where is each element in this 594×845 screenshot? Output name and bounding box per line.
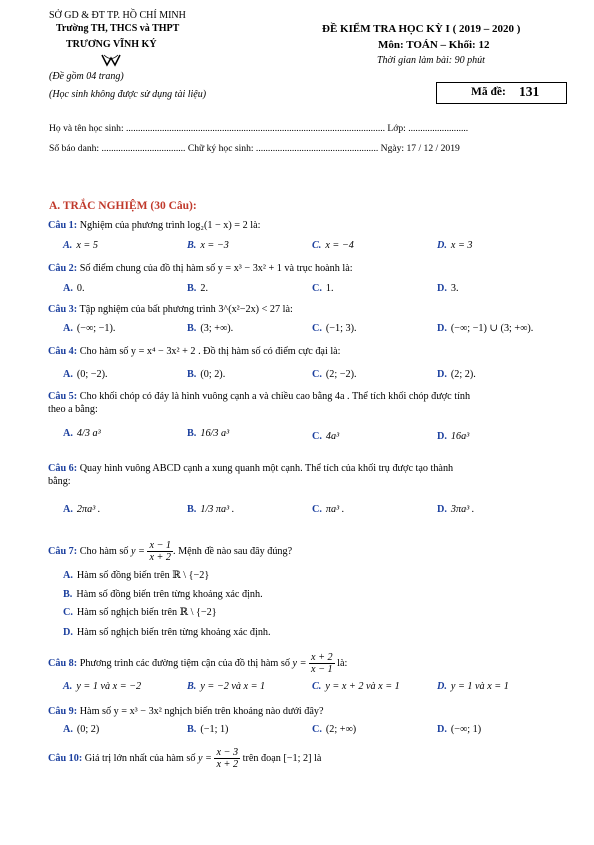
fraction: $\frac{x + 2}{x - 1}$ (311, 652, 333, 675)
option-d: D. 16a³ (437, 431, 470, 442)
option-letter: B. (187, 369, 197, 380)
option-b: B. (−1; 1) (187, 724, 229, 735)
option-letter: D. (63, 627, 73, 638)
option-letter: C. (312, 323, 322, 334)
department: SỞ GD & ĐT TP. HỒ CHÍ MINH (49, 10, 186, 21)
option-letter: C. (312, 504, 322, 515)
student-id-line: Số báo danh: ................................... Chữ ký học sinh: ................................................... Ngày: 17 / 12 / 2019 (49, 143, 460, 154)
option-b: B. 2. (187, 283, 208, 294)
option-letter: B. (187, 240, 197, 251)
school-logo-icon (100, 53, 122, 67)
option-d: D. y = 1 và x = 1 (437, 681, 509, 692)
exam-code-box (436, 82, 567, 104)
option-letter: A. (63, 504, 73, 515)
rule-note: (Học sinh không được sử dụng tài liệu) (49, 89, 207, 100)
option-letter: C. (312, 369, 322, 380)
option-letter: D. (437, 369, 447, 380)
question-9: Câu 9: Hàm số y = x³ − 3x² nghịch biến trên khoảng nào dưới đây? (48, 706, 324, 717)
option-b: B. 1/3 πa³ . (187, 504, 235, 515)
fraction: $\frac{x - 3}{x + 2}$ (216, 747, 239, 770)
option-b: B. y = −2 và x = 1 (187, 681, 266, 692)
question-5: Câu 5: Cho khối chóp có đáy là hình vuông cạnh a và chiều cao bằng 4a . Thể tích khối chóp được tính theo a bằng: (48, 391, 471, 415)
question-8: Câu 8: Phương trình các đường tiệm cận của đồ thị hàm số y = $\frac{x + 2}{x - 1}$ là: (48, 652, 348, 675)
option-letter: A. (63, 570, 73, 581)
option-letter: D. (437, 283, 447, 294)
option-letter: D. (437, 323, 447, 334)
option-d: D. (−∞; 1) (437, 724, 482, 735)
school-name: Trường TH, THCS và THPT (56, 23, 180, 34)
option-c: C. (2; +∞) (312, 724, 357, 735)
question-3: Câu 3: Tập nghiệm của bất phương trình 3^(x²−2x) < 27 là: (48, 304, 293, 315)
option-c: C. y = x + 2 và x = 1 (312, 681, 400, 692)
option-letter: A. (63, 323, 73, 334)
option-c: C. (2; −2). (312, 369, 357, 380)
option-c: C. 4a³ (312, 431, 340, 442)
option-letter: D. (437, 724, 447, 735)
option-letter: C. (63, 607, 73, 618)
option-letter: C. (312, 431, 322, 442)
option-c: C. (−1; 3). (312, 323, 357, 334)
option-a: A. x = 5 (63, 240, 98, 251)
option-d: D. Hàm số nghịch biến trên từng khoảng xác định. (63, 627, 271, 638)
school-name-2: TRƯƠNG VĨNH KÝ (66, 39, 157, 50)
option-a: A. 0. (63, 283, 85, 294)
option-letter: A. (63, 369, 73, 380)
option-a: A. y = 1 và x = −2 (63, 681, 142, 692)
option-letter: A. (63, 240, 73, 251)
question-4: Câu 4: Cho hàm số y = x⁴ − 3x² + 2 . Đồ thị hàm số có điểm cực đại là: (48, 346, 341, 357)
option-letter: C. (312, 681, 322, 692)
option-letter: B. (187, 681, 197, 692)
section-title: A. TRẮC NGHIỆM (30 Câu): (49, 200, 197, 212)
option-b: B. x = −3 (187, 240, 229, 251)
option-letter: A. (63, 283, 73, 294)
option-a: A. (0; −2). (63, 369, 108, 380)
option-d: D. (2; 2). (437, 369, 476, 380)
option-letter: D. (437, 240, 447, 251)
option-letter: B. (187, 724, 197, 735)
duration: Thời gian làm bài: 90 phút (377, 55, 485, 66)
option-letter: D. (437, 681, 447, 692)
option-letter: C. (312, 724, 322, 735)
option-letter: B. (187, 283, 197, 294)
question-1: Câu 1: Nghiệm của phương trình log₂(1 − x) = 2 là: (48, 220, 261, 231)
option-b: B. 16/3 a³ (187, 428, 230, 439)
exam-title: ĐỀ KIỂM TRA HỌC KỲ I ( 2019 – 2020 ) (322, 23, 521, 35)
option-letter: A. (63, 428, 73, 439)
option-letter: D. (437, 431, 447, 442)
option-d: D. x = 3 (437, 240, 473, 251)
option-a: A. 2πa³ . (63, 504, 101, 515)
option-letter: B. (187, 504, 197, 515)
option-a: A. 4/3 a³ (63, 428, 101, 439)
option-letter: B. (187, 323, 197, 334)
option-b: B. (0; 2). (187, 369, 226, 380)
option-letter: D. (437, 504, 447, 515)
option-c: C. πa³ . (312, 504, 345, 515)
option-letter: B. (63, 589, 73, 600)
option-letter: A. (63, 681, 73, 692)
question-7: Câu 7: Cho hàm số y = $\frac{x - 1}{x + 2}$ . Mệnh đề nào sau đây đúng? (48, 540, 293, 563)
option-b: B. Hàm số đồng biến trên từng khoảng xác định. (63, 589, 263, 600)
option-d: D. 3πa³ . (437, 504, 475, 515)
exam-code-label: Mã đề: (471, 86, 506, 98)
subject: Môn: TOÁN – Khối: 12 (378, 39, 490, 51)
option-c: C. x = −4 (312, 240, 354, 251)
option-letter: C. (312, 283, 322, 294)
student-name-line: Họ và tên học sinh: ............................................................................................................ Lớp: ......................... (49, 123, 469, 134)
option-b: B. (3; +∞). (187, 323, 234, 334)
option-a: A. (−∞; −1). (63, 323, 116, 334)
exam-code-value: 131 (519, 84, 540, 99)
option-a: A. Hàm số đồng biến trên ℝ \ {−2} (63, 570, 210, 581)
question-2: Câu 2: Số điểm chung của đồ thị hàm số y = x³ − 3x² + 1 và trục hoành là: (48, 263, 353, 274)
option-d: D. (−∞; −1) ∪ (3; +∞). (437, 323, 534, 334)
option-letter: B. (187, 428, 197, 439)
option-a: A. (0; 2) (63, 724, 100, 735)
option-c: C. Hàm số nghịch biến trên ℝ \ {−2} (63, 607, 217, 618)
question-10: Câu 10: Giá trị lớn nhất của hàm số y = $\frac{x - 3}{x + 2}$ trên đoạn [−1; 2] là (48, 747, 322, 770)
pages-note: (Đề gồm 04 trang) (49, 71, 124, 82)
fraction: $\frac{x - 1}{x + 2}$ (149, 540, 172, 563)
option-letter: A. (63, 724, 73, 735)
question-6: Câu 6: Quay hình vuông ABCD cạnh a xung quanh một cạnh. Thể tích của khối trụ được tạo thành bằng: (48, 463, 454, 487)
option-d: D. 3. (437, 283, 459, 294)
option-letter: C. (312, 240, 322, 251)
option-c: C. 1. (312, 283, 334, 294)
